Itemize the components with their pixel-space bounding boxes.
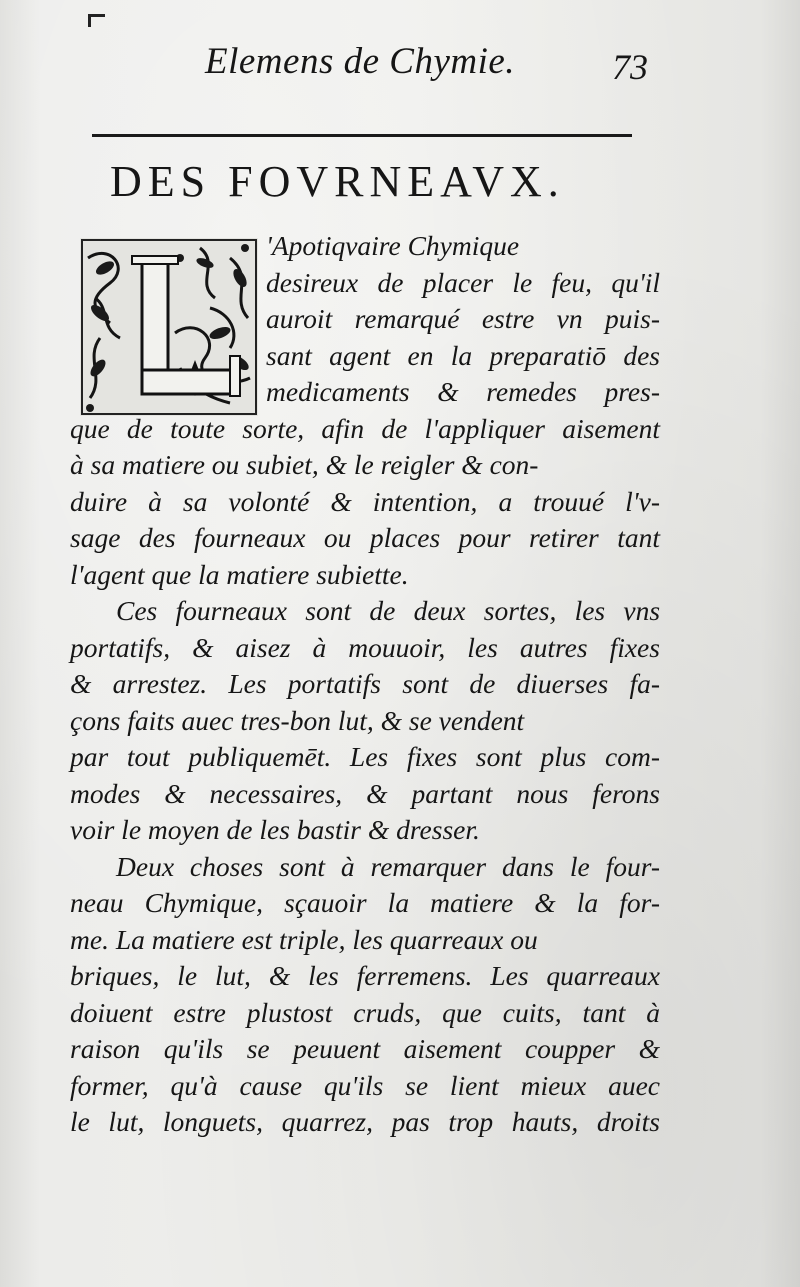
text-line: que de toute sorte, afin de l'appliquer aisement — [70, 412, 660, 444]
text-line: medicaments & remedes pres- — [266, 376, 661, 407]
text-line: duire à sa volonté & intention, a trouué l'v- — [70, 485, 660, 517]
text-line: raison qu'ils se peuuent aisement coupper & — [70, 1033, 660, 1064]
page-number: 73 — [612, 47, 648, 87]
text-line: çons faits auec tres-bon lut, & se vendent — [70, 704, 525, 736]
text-line: sant agent en la preparatiō des — [266, 339, 660, 371]
chapter-title: DES FOVRNEAVX. — [110, 157, 565, 206]
text-line: 'Apotiqvaire Chymique — [266, 230, 520, 261]
text-line: l'agent que la matiere subiette. — [70, 558, 409, 590]
text-line: me. La matiere est triple, les quarreaux ou — [70, 923, 538, 955]
text-line: modes & necessaires, & partant nous ferons — [70, 777, 661, 809]
text-line: former, qu'à cause qu'ils se lient mieux auec — [70, 1069, 660, 1101]
text-line: portatifs, & aisez à mouuoir, les autres fixes — [70, 631, 660, 663]
text-line: neau Chymique, sçauoir la matiere & la for- — [70, 887, 660, 918]
text-line: à sa matiere ou subiet, & le reigler & con- — [70, 449, 539, 480]
text-line: doiuent estre plustost cruds, que cuits, tant à — [70, 996, 661, 1028]
text-line: Deux choses sont à remarquer dans le four- — [116, 850, 661, 882]
text-line: le lut, longuets, quarrez, pas trop hauts, droits — [70, 1106, 660, 1137]
text-line: auroit remarqué estre vn puis- — [266, 303, 660, 334]
text-line: par tout publiquemēt. Les fixes sont plus com- — [70, 741, 660, 772]
text-line: & arrestez. Les portatifs sont de diuerses fa- — [70, 668, 660, 699]
text-line: voir le moyen de les bastir & dresser. — [70, 814, 480, 845]
body-text — [70, 228, 660, 1141]
text-line: sage des fourneaux ou places pour retirer tant — [70, 522, 660, 553]
text-line: Ces fourneaux sont de deux sortes, les vns — [116, 595, 661, 626]
header-rule — [92, 134, 632, 137]
printer-corner-mark — [88, 14, 105, 27]
text-line: briques, le lut, & les ferremens. Les quarreaux — [70, 960, 660, 991]
running-head: Elemens de Chymie. — [205, 41, 516, 82]
text-line: desireux de placer le feu, qu'il — [266, 266, 661, 298]
